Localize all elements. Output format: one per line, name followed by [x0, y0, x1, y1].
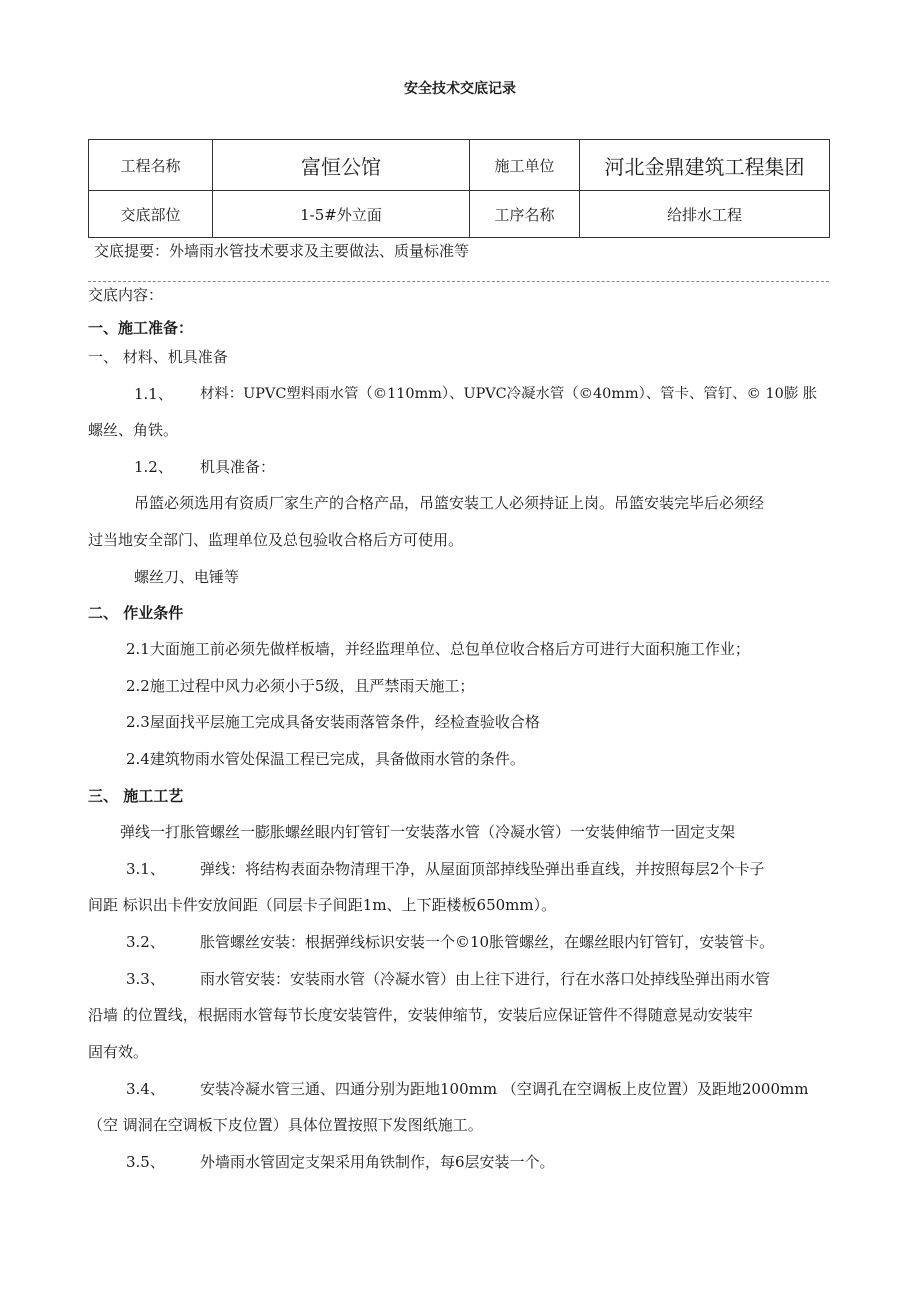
section2-item-2-3: 2.3屋面找平层施工完成具备安装雨落管条件，经检查验收合格 [126, 713, 540, 731]
basket-line2: 过当地安全部门、监理单位及总包验收合格后方可使用。 [88, 531, 464, 549]
document-title: 安全技术交底记录 [404, 81, 516, 97]
label-process-name: 工序名称 [470, 191, 580, 238]
section2-heading: 二、 作业条件 [88, 604, 184, 622]
info-row-project [89, 140, 830, 191]
dashed-divider [88, 281, 829, 282]
step-3-1-line2: 间距 标识出卡件安放间距（同层卡子间距1m、上下距楼板650mm）。 [88, 896, 557, 914]
section1-subheading: 一、 材料、机具准备 [88, 348, 228, 366]
label-project-name: 工程名称 [89, 140, 213, 191]
step-3-4-number: 3.4、 [126, 1080, 165, 1098]
tools-line: 螺丝刀、电锤等 [134, 568, 240, 586]
step-3-4-line1: 安装冷凝水管三通、四通分别为距地100mm （空调孔在空调板上皮位置）及距地2000mm [200, 1080, 809, 1098]
step-3-1-number: 3.1、 [126, 860, 165, 878]
label-handover-part: 交底部位 [89, 191, 213, 238]
section3-heading: 三、 施工工艺 [88, 787, 184, 805]
item-1-1-line1: 材料：UPVC塑料雨水管（©110mm）、UPVC冷凝水管（©40mm）、管卡、管钉、© 10膨 胀 [200, 386, 818, 402]
item-1-2-number: 1.2、 [134, 458, 173, 476]
step-3-4-line2: （空 调洞在空调板下皮位置）具体位置按照下发图纸施工。 [88, 1116, 483, 1134]
step-3-1-line1: 弹线：将结构表面杂物清理干净，从屋面顶部掉线坠弹出垂直线，并按照每层2个卡子 [200, 860, 765, 878]
label-construction-unit: 施工单位 [470, 140, 580, 191]
process-name-value: 给排水工程 [580, 191, 830, 238]
item-1-1-number: 1.1、 [134, 385, 173, 403]
info-row-part [89, 191, 830, 238]
info-table [88, 139, 830, 238]
step-3-3-line2: 沿墙 的位置线，根据雨水管每节长度安装管件，安装伸缩节，安装后应保证管件不得随意晃动安装牢 [88, 1006, 753, 1024]
handover-part-value: 1-5#外立面 [213, 191, 470, 238]
step-3-3-number: 3.3、 [126, 970, 165, 988]
step-3-3-line1: 雨水管安装：安装雨水管（冷凝水管）由上往下进行，行在水落口处掉线坠弹出雨水管 [200, 970, 771, 988]
step-3-5-number: 3.5、 [126, 1153, 165, 1171]
step-3-5-line1: 外墙雨水管固定支架采用角铁制作，每6层安装一个。 [200, 1153, 555, 1171]
process-flow: 弹线一打胀管螺丝一膨胀螺丝眼内钉管钉一安装落水管（冷凝水管）一安装伸缩节一固定支架 [120, 823, 736, 841]
section2-item-2-4: 2.4建筑物雨水管处保温工程已完成，具备做雨水管的条件。 [126, 750, 525, 768]
handover-summary: 交底提要：外墙雨水管技术要求及主要做法、质量标准等 [94, 242, 470, 260]
section2-item-2-1: 2.1大面施工前必须先做样板墙，并经监理单位、总包单位收合格后方可进行大面积施工作业； [126, 640, 750, 658]
basket-line1: 吊篮必须选用有资质厂家生产的合格产品，吊篮安装工人必须持证上岗。吊篮安装完毕后必须经 [134, 494, 765, 512]
project-name-value: 富恒公馆 [213, 140, 470, 191]
step-3-2-line1: 胀管螺丝安装：根据弹线标识安装一个©10胀管螺丝，在螺丝眼内钉管钉，安装管卡。 [200, 933, 775, 951]
section2-item-2-2: 2.2施工过程中风力必须小于5级，且严禁雨天施工； [126, 677, 475, 695]
construction-unit-value: 河北金鼎建筑工程集团 [580, 140, 830, 191]
item-1-1-line2: 螺丝、角铁。 [88, 421, 179, 439]
item-1-2-text: 机具准备： [200, 458, 276, 476]
step-3-2-number: 3.2、 [126, 933, 165, 951]
content-label: 交底内容： [88, 286, 164, 304]
section1-heading: 一、施工准备： [88, 319, 194, 337]
step-3-3-line3: 固有效。 [88, 1043, 149, 1061]
